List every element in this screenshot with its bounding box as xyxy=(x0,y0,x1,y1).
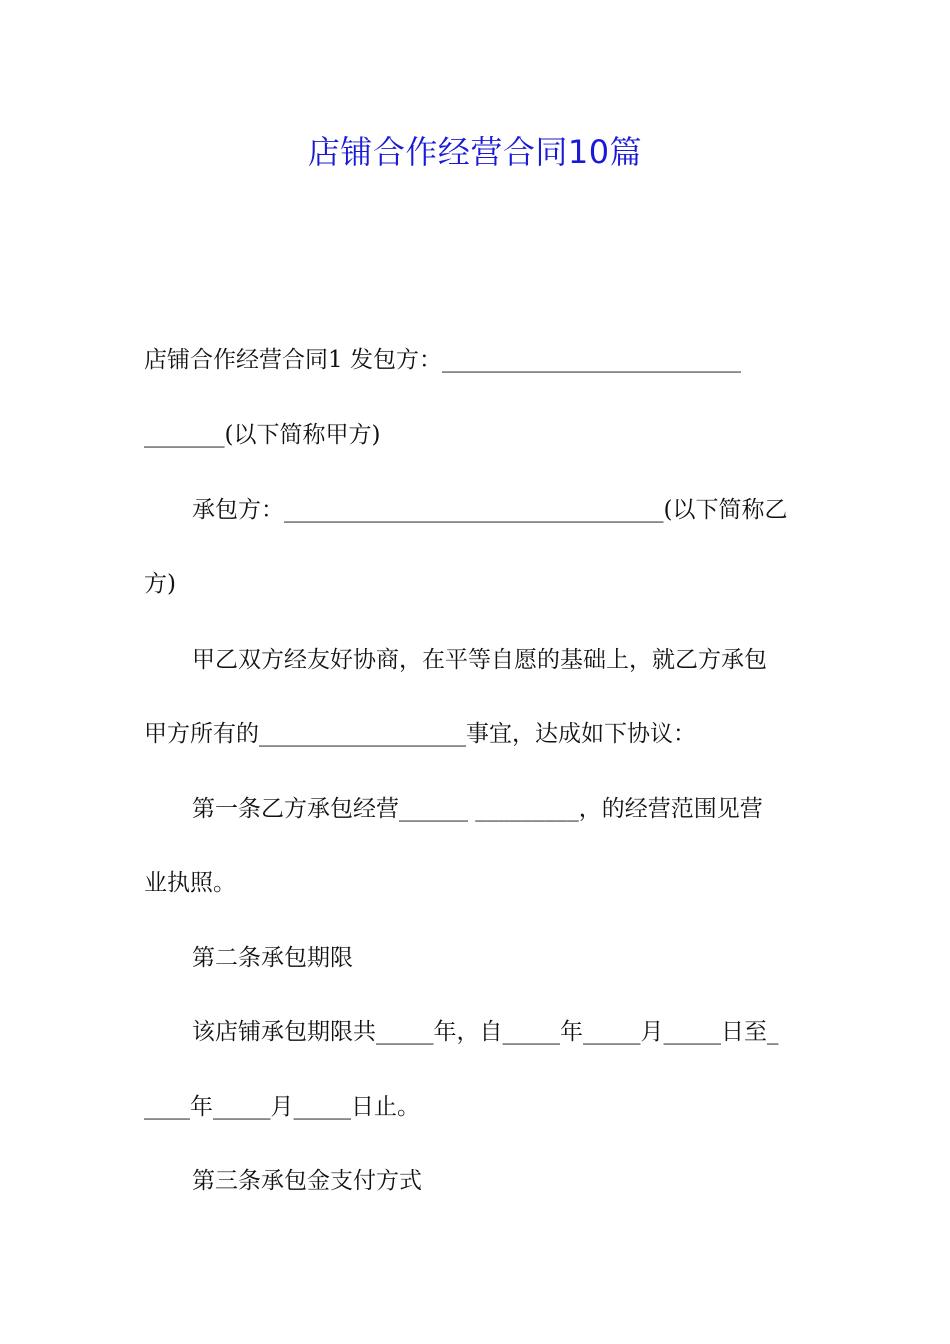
preamble-line-2: 甲方所有的__________________事宜，达成如下协议： xyxy=(144,721,696,747)
article-1-line-1: 第一条乙方承包经营______ _________，的经营范围见营 xyxy=(192,796,763,822)
article-2-line-2: ____年_____月_____日止。 xyxy=(144,1094,420,1120)
article-2-line-1: 该店铺承包期限共_____年，自_____年_____月_____日至_ xyxy=(192,1019,779,1045)
document-title: 店铺合作经营合同10篇 xyxy=(307,133,643,171)
article-2-heading: 第二条承包期限 xyxy=(192,945,353,971)
party-b-line: 承包方：_________________________________(以下简称乙 xyxy=(192,497,788,523)
preamble-line-1: 甲乙双方经友好协商，在平等自愿的基础上，就乙方承包 xyxy=(192,647,767,673)
article-1-line-2: 业执照。 xyxy=(144,870,236,896)
article-3-heading: 第三条承包金支付方式 xyxy=(192,1168,422,1194)
party-b-continuation: 方) xyxy=(144,571,176,597)
party-a-continuation: _______(以下简称甲方) xyxy=(144,422,381,448)
contract-header-line: 店铺合作经营合同1 发包方：__________________________ xyxy=(144,347,741,373)
